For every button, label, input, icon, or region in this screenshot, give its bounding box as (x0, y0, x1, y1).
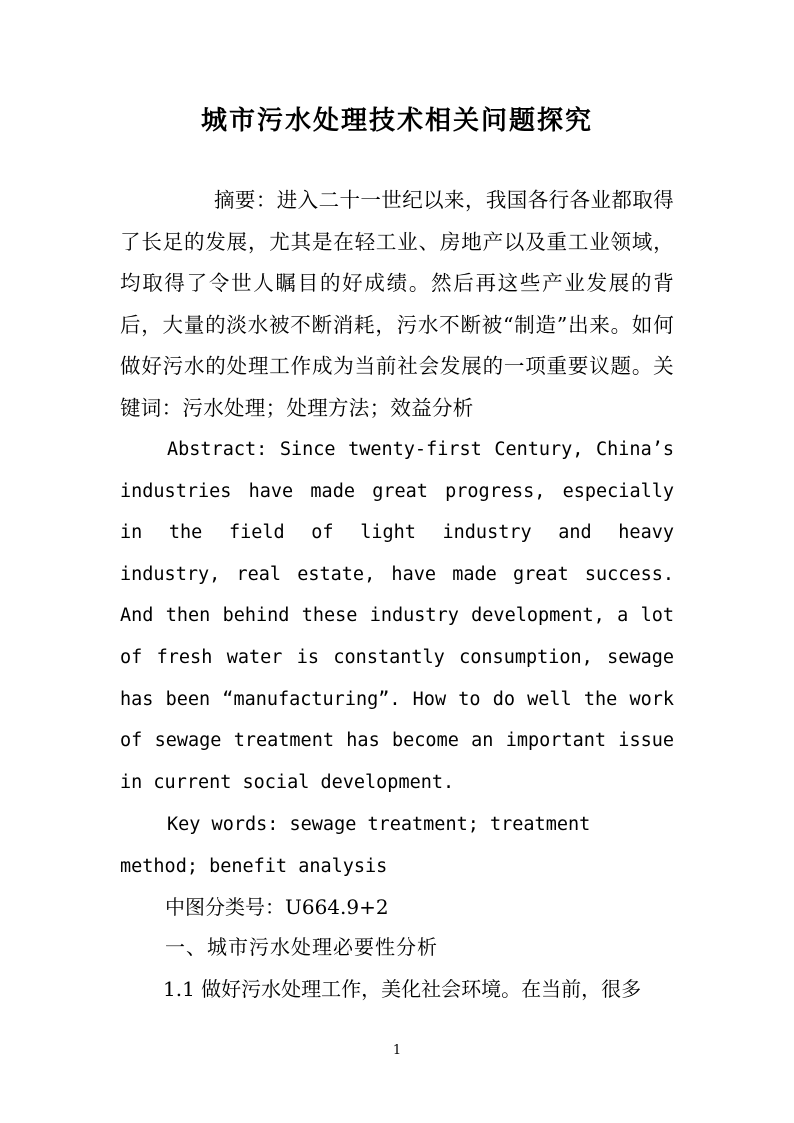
section-heading: 一、城市污水处理必要性分析 (165, 935, 438, 959)
section-paragraph: 1.1 做好污水处理工作，美化社会环境。在当前，很多 (163, 977, 642, 1001)
classification-number: 中图分类号：U664.9+2 (165, 895, 389, 919)
abstract-english: Abstract: Since twenty-first Century, China’s industries have made great progress, especially in the field of light industry and heavy industry, real estate, have made great success. And then behind these industry development, a lot of fresh water is constantly consumption, sewage has been “manufacturing”. How to do well the work of sewage treatment has become an important issue in current social development. (120, 439, 674, 793)
abstract-chinese: 摘要：进入二十一世纪以来，我国各行各业都取得了长足的发展，尤其是在轻工业、房地产以及重工业领域，均取得了令世人瞩目的好成绩。然后再这些产业发展的背后，大量的淡水被不断消耗，污水不断被“制造”出来。如何做好污水的处理工作成为当前社会发展的一项重要议题。关键词：污水处理；处理方法；效益分析 (120, 188, 674, 420)
document-title: 城市污水处理技术相关问题探究 (200, 106, 593, 136)
keywords-english: Key words: sewage treatment; treatment method; benefit analysis (120, 814, 591, 877)
page-number: 1 (392, 1043, 402, 1058)
